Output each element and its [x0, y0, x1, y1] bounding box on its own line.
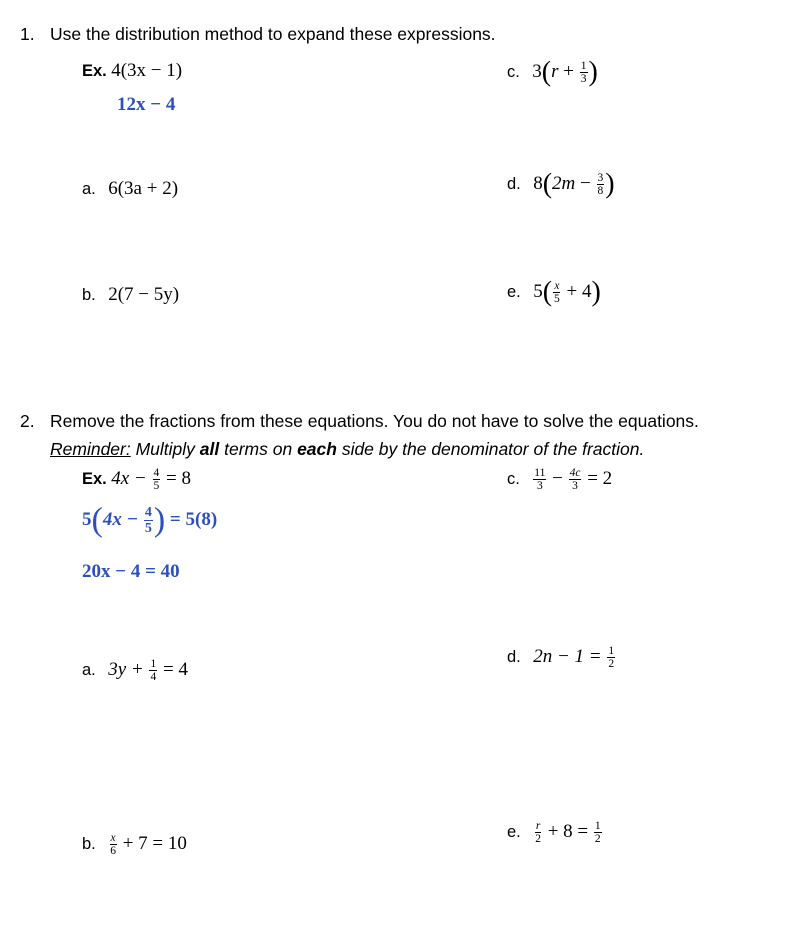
- q2-d-lead: 2n − 1 =: [533, 645, 602, 667]
- q2-a-num: 1: [150, 658, 157, 670]
- q2-reminder-text-1: Multiply: [130, 439, 200, 459]
- q1-d-den: 8: [597, 185, 604, 197]
- q2-number: 2.: [20, 411, 35, 431]
- q2-c-den2: 3: [572, 480, 578, 492]
- q2-step1-num: 4: [144, 505, 152, 520]
- q2-a-label: a.: [82, 660, 96, 679]
- q2-d-num: 1: [608, 645, 615, 657]
- q2-a-lead: 3y +: [108, 658, 144, 680]
- q2-reminder-text-2: terms on: [219, 439, 298, 459]
- q2-a-tail: = 4: [162, 658, 188, 680]
- q2-instruction: Remove the fractions from these equations. You do not have to solve the equations.: [50, 411, 699, 431]
- q2-c-tail: = 2: [587, 467, 613, 489]
- q2-a-fraction: [149, 658, 157, 683]
- q2-b-num: x: [110, 832, 116, 844]
- q1-c-lead: 3: [532, 60, 542, 82]
- q2-c-label: c.: [507, 469, 520, 488]
- q2-example-label: Ex.: [82, 469, 107, 488]
- q1-d-fraction: [597, 172, 605, 197]
- q2-c-num1: 11: [534, 467, 546, 479]
- q2-example: [82, 467, 191, 492]
- q1-d-lead: 8: [533, 172, 543, 194]
- q1-example-label: Ex.: [82, 62, 107, 80]
- q1-e-tail: + 4: [566, 280, 592, 302]
- q2-b-den: 6: [110, 845, 116, 857]
- q1-b-label: b.: [82, 286, 96, 304]
- q1-d-var: 2m: [552, 172, 576, 194]
- q1-a-label: a.: [82, 180, 96, 198]
- q1-c-op: +: [563, 60, 574, 82]
- q2-example-tail: = 8: [166, 467, 191, 489]
- q2-example-den: 5: [153, 480, 160, 492]
- q2-step1-lead: 5: [82, 508, 92, 530]
- q2-reminder-all: all: [199, 439, 220, 459]
- q2-example-lead: 4x −: [111, 467, 147, 489]
- q2-e-num2: 1: [594, 820, 601, 832]
- q2-item-a: [82, 658, 188, 683]
- q1-example: [82, 60, 182, 82]
- q2-c-den1: 3: [536, 480, 543, 492]
- q2-d-fraction: [607, 645, 615, 670]
- q1-item-a: [82, 178, 178, 200]
- q2-example-step2: 20x − 4 = 40: [82, 561, 180, 582]
- q2-reminder: [50, 439, 644, 460]
- q1-d-op: −: [580, 172, 591, 194]
- q1-c-fraction: [580, 60, 588, 85]
- q1-item-d: d. 8(2m − $\frac{3}{8}$ ): [507, 168, 615, 200]
- q2-e-num: r: [535, 820, 541, 832]
- q2-b-tail: + 7 = 10: [122, 832, 187, 854]
- q1-c-num: 1: [580, 60, 587, 72]
- q2-item-d: [507, 645, 616, 670]
- q2-step1-den: 5: [144, 521, 152, 536]
- q2-e-fraction-2: [594, 820, 602, 845]
- q2-c-fraction-2: [569, 467, 582, 492]
- q2-example-step1: 5(4x − $\frac{4}{5}$ ) = 5(8): [82, 501, 218, 539]
- q1-e-label: e.: [507, 282, 521, 301]
- q2-heading: [20, 411, 699, 432]
- q2-c-op: −: [552, 467, 563, 489]
- q2-reminder-text-3: side by the denominator of the fraction.: [336, 439, 645, 459]
- q2-b-fraction: [109, 832, 117, 857]
- q1-c-label: c.: [507, 62, 520, 81]
- q1-e-num: x: [554, 280, 560, 292]
- q1-c-var: r: [551, 60, 559, 82]
- q2-step1-inner: 4x −: [102, 508, 139, 530]
- q2-step1-fraction: [144, 505, 153, 536]
- q1-e-den: 5: [554, 293, 560, 305]
- q1-item-b: [82, 284, 179, 306]
- q2-d-den: 2: [608, 658, 615, 670]
- q1-instruction: Use the distribution method to expand these expressions.: [50, 24, 496, 44]
- q2-a-den: 4: [150, 671, 157, 683]
- q2-example-num: 4: [153, 467, 160, 479]
- q1-number: 1.: [20, 24, 35, 44]
- q2-e-den: 2: [535, 833, 541, 845]
- q2-item-c: [507, 467, 612, 492]
- q1-b-expr: 2(7 − 5y): [108, 284, 180, 305]
- q2-item-b: [82, 832, 187, 857]
- q1-d-label: d.: [507, 174, 521, 193]
- q2-d-label: d.: [507, 647, 521, 666]
- q1-item-c: c. 3(r + $\frac{1}{3}$ ): [507, 56, 598, 88]
- q2-e-den2: 2: [594, 833, 601, 845]
- q2-reminder-each: each: [297, 439, 337, 459]
- q1-e-fraction: [553, 280, 561, 305]
- q1-d-num: 3: [597, 172, 604, 184]
- q2-b-label: b.: [82, 834, 96, 853]
- q2-reminder-word: Reminder:: [50, 439, 131, 459]
- q1-heading: [20, 24, 496, 45]
- q2-item-e: [507, 820, 603, 845]
- q2-e-mid: + 8 =: [547, 820, 589, 842]
- q1-e-lead: 5: [533, 280, 543, 302]
- q1-example-answer: 12x − 4: [117, 94, 176, 115]
- q2-example-fraction: [153, 467, 161, 492]
- q2-step1-tail: = 5(8): [169, 508, 218, 530]
- q1-a-expr: 6(3a + 2): [108, 178, 179, 199]
- q2-c-fraction-1: [533, 467, 546, 492]
- q1-example-expr: 4(3x − 1): [111, 60, 183, 81]
- q2-c-num2: 4c: [569, 467, 581, 479]
- q2-e-fraction-1: [534, 820, 542, 845]
- q2-e-label: e.: [507, 822, 521, 841]
- q1-c-den: 3: [580, 73, 587, 85]
- q1-item-e: e. 5( $\frac{x}{5}$ + 4): [507, 276, 601, 308]
